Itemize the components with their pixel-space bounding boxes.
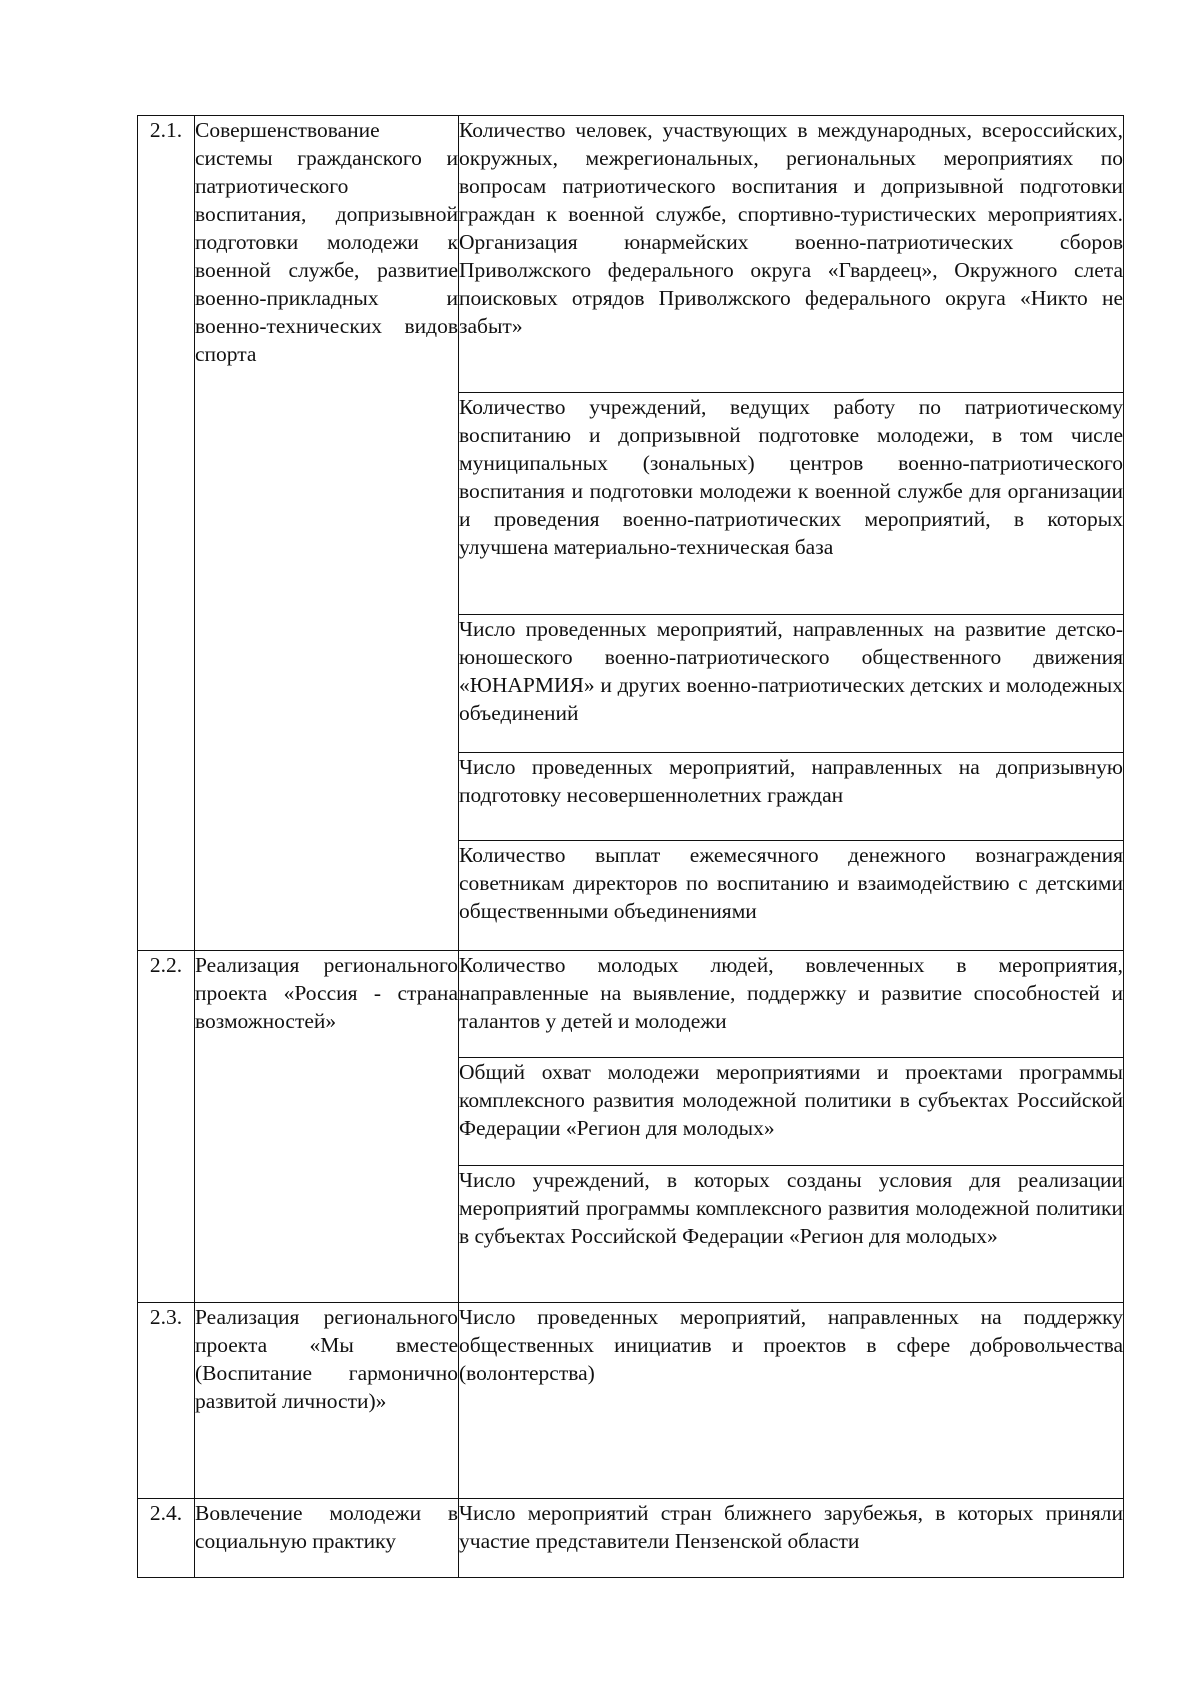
table-row (138, 116, 1124, 393)
indicator-cell: Число проведенных мероприятий, направленных на поддержку общественных инициатив и проектов в сфере добровольчества (волонтерства) (459, 1303, 1124, 1499)
row-number: 2.1. (138, 116, 195, 951)
program-table (137, 115, 1124, 1578)
row-number: 2.3. (138, 1303, 195, 1499)
indicator-cell: Общий охват молодежи мероприятиями и проектами программы комплексного развития молодежной политики в субъектах Российской Федерации «Регион для молодых» (459, 1058, 1124, 1166)
indicator-cell: Число мероприятий стран ближнего зарубежья, в которых приняли участие представители Пензенской области (459, 1499, 1124, 1578)
row-name: Совершенствование системы гражданского и патриотического воспитания, допризывной подготовки молодежи к военной службе, развитие военно-прикладных и военно-технических видов спорта (195, 116, 459, 951)
indicator-cell: Количество молодых людей, вовлеченных в мероприятия, направленные на выявление, поддержку и развитие способностей и талантов у детей и молодежи (459, 951, 1124, 1058)
indicator-cell: Число проведенных мероприятий, направленных на допризывную подготовку несовершеннолетних граждан (459, 753, 1124, 841)
row-name: Вовлечение молодежи в социальную практику (195, 1499, 459, 1578)
indicator-cell: Число проведенных мероприятий, направленных на развитие детско-юношеского военно-патриотического общественного движения «ЮНАРМИЯ» и других военно-патриотических детских и молодежных объединений (459, 615, 1124, 753)
row-number: 2.4. (138, 1499, 195, 1578)
indicator-cell: Количество человек, участвующих в международных, всероссийских, окружных, межрегиональных, региональных мероприятиях по вопросам патриотического воспитания и допризывной подготовки граждан к военной службе, спортивно-туристических мероприятиях. Организация юнармейских военно-патриотических сборов Приволжского федерального округа «Гвардеец», Окружного слета поисковых отрядов Приволжского федерального округа «Никто не забыт» (459, 116, 1124, 393)
row-name: Реализация регионального проекта «Мы вместе (Воспитание гармонично развитой личности)» (195, 1303, 459, 1499)
indicator-cell: Количество выплат ежемесячного денежного вознаграждения советникам директоров по воспитанию и взаимодействию с детскими общественными объединениями (459, 841, 1124, 951)
indicator-cell: Количество учреждений, ведущих работу по патриотическому воспитанию и допризывной подготовке молодежи, в том числе муниципальных (зональных) центров военно-патриотического воспитания и подготовки молодежи к военной службе для организации и проведения военно-патриотических мероприятий, в которых улучшена материально-техническая база (459, 393, 1124, 615)
row-number: 2.2. (138, 951, 195, 1303)
table-row (138, 1303, 1124, 1499)
table-row (138, 1499, 1124, 1578)
table-row (138, 951, 1124, 1058)
indicator-cell: Число учреждений, в которых созданы условия для реализации мероприятий программы комплексного развития молодежной политики в субъектах Российской Федерации «Регион для молодых» (459, 1166, 1124, 1303)
row-name: Реализация регионального проекта «Россия - страна возможностей» (195, 951, 459, 1303)
